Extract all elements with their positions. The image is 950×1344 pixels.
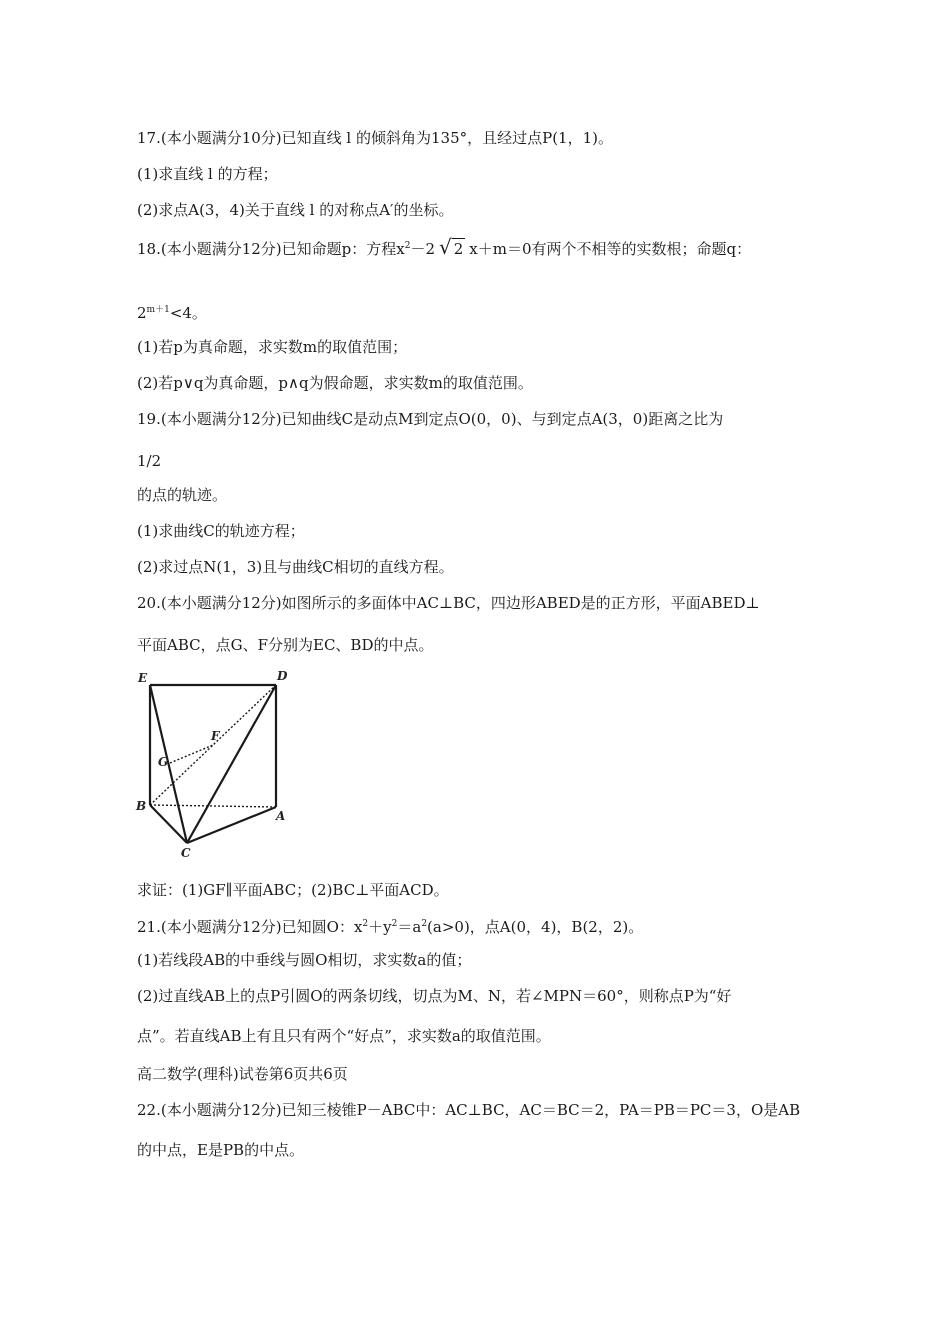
q20-stem-cont: 平面ABC，点G、F分别为EC、BD的中点。 [137,636,434,654]
edge-EC [150,685,187,843]
q18-part1: (1)若p为真命题，求实数m的取值范围； [137,338,408,356]
segment-GF [170,745,213,763]
edge-DC [187,685,276,843]
label-A: A [276,809,286,823]
q18-part2: (2)若p∨q为真命题，p∧q为假命题，求实数m的取值范围。 [137,374,533,392]
q17-stem: 17.(本小题满分10分)已知直线 l 的倾斜角为135°，且经过点P(1，1)。 [137,129,613,147]
page-footer: 高二数学(理科)试卷第6页共6页 [137,1065,348,1083]
q21-stem: 21.(本小题满分12分)已知圆O：$x^2+y^2=a^2(a>0)$，点A(0，4)，B(2，2)。 [137,918,644,936]
edge-BD-hidden [150,685,276,805]
q20-stem: 20.(本小题满分12分)如图所示的多面体中AC⊥BC，四边形ABED是的正方形，平面ABED⊥ [137,594,760,612]
q22-stem-cont: 的中点，E是PB的中点。 [137,1141,305,1159]
q19-stem: 19.(本小题满分12分)已知曲线C是动点M到定点O(0，0)、与到定点A(3，0)距离之比为 [137,410,724,428]
q22-stem: 22.(本小题满分12分)已知三棱锥P－ABC中：AC⊥BC，AC＝BC＝2，PA＝PB＝PC＝3，O是AB [137,1101,801,1119]
q19-part1: (1)求曲线C的轨迹方程； [137,522,305,540]
edge-CA [187,807,276,843]
label-F: F [211,729,220,743]
label-E: E [138,671,148,685]
q19-ratio: 1/2 [137,452,162,470]
q21-part1: (1)若线段AB的中垂线与圆O相切，求实数a的值； [137,951,472,969]
sqrt-symbol: √ 2 [439,235,464,259]
q17-part1: (1)求直线 l 的方程； [137,165,278,183]
q18-condition: $2^{m+1}<4$。 [137,304,207,322]
label-C: C [181,846,191,860]
q18-stem: 18.(本小题满分12分)已知命题p：方程$x^2-2$ √ 2 x＋m＝0有两个不相等的实数根；命题q： [137,235,752,259]
q19-stem-cont: 的点的轨迹。 [137,486,228,504]
polyhedron-figure [130,665,300,860]
q19-part2: (2)求过点N(1，3)且与曲线C相切的直线方程。 [137,558,454,576]
edge-BA-hidden [150,805,276,807]
label-G: G [158,755,169,769]
q20-proof: 求证：(1)GF∥平面ABC；(2)BC⊥平面ACD。 [137,881,449,899]
label-D: D [277,669,288,683]
q21-part2-cont: 点”。若直线AB上有且只有两个“好点”，求实数a的取值范围。 [137,1027,551,1045]
q17-part2: (2)求点A(3，4)关于直线 l 的对称点A′的坐标。 [137,201,454,219]
label-B: B [136,799,147,813]
q21-part2: (2)过直线AB上的点P引圆O的两条切线，切点为M、N，若∠MPN＝60°，则称点P为“好 [137,987,732,1005]
